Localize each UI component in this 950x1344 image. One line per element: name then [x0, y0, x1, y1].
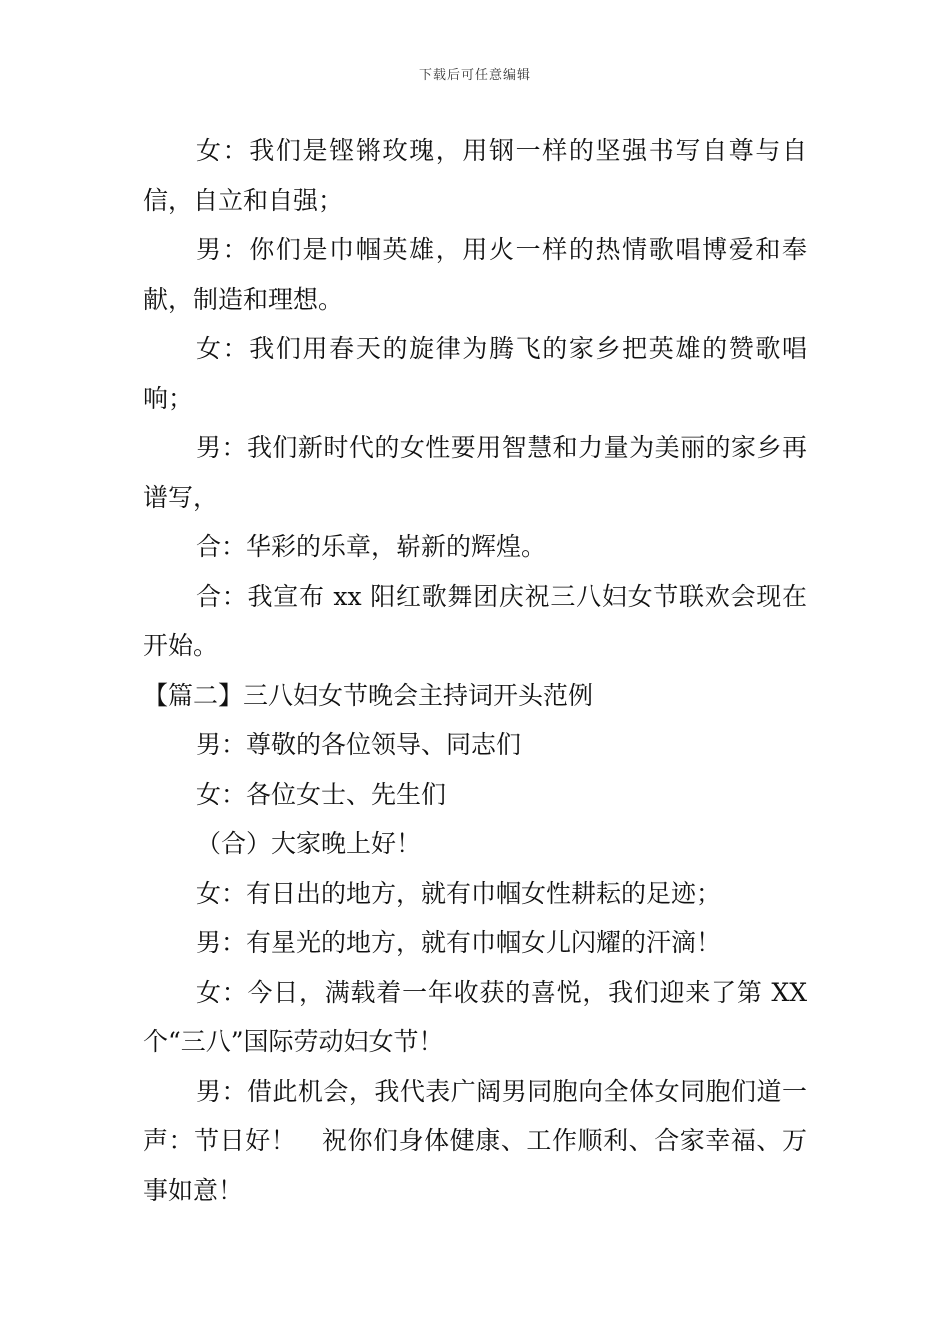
paragraph-1: 女：我们是铿锵玫瑰，用钢一样的坚强书写自尊与自信，自立和自强；	[143, 136, 807, 215]
paragraph-9: 女：各位女士、先生们	[196, 779, 447, 809]
section-heading: 【篇二】三八妇女节晚会主持词开头范例	[143, 680, 594, 710]
paragraph-5: 合：华彩的乐章，崭新的辉煌。	[196, 532, 547, 561]
paragraph-14: 男：借此机会，我代表广阔男同胞向全体女同胞们道一声：节日好！ 祝你们身体健康、工作顺利、合家幸福、万事如意！	[143, 1076, 807, 1205]
document-body	[143, 126, 807, 1215]
paragraph-11: 女：有日出的地方，就有巾帼女性耕耘的足迹；	[196, 878, 722, 908]
paragraph-13: 女：今日，满载着一年收获的喜悦，我们迎来了第 XX 个“三八”国际劳动妇女节！	[143, 977, 807, 1056]
paragraph-2: 男：你们是巾帼英雄，用火一样的热情歌唱博爱和奉献，制造和理想。	[143, 235, 807, 314]
paragraph-6: 合：我宣布 xx 阳红歌舞团庆祝三八妇女节联欢会现在开始。	[143, 581, 807, 660]
paragraph-8: 男：尊敬的各位领导、同志们	[196, 730, 522, 759]
paragraph-12: 男：有星光的地方，就有巾帼女儿闪耀的汗滴！	[196, 928, 722, 957]
paragraph-10: （合）大家晚上好！	[196, 829, 422, 858]
page-header: 下载后可任意编辑	[418, 68, 531, 83]
paragraph-4: 男：我们新时代的女性要用智慧和力量为美丽的家乡再谱写，	[143, 433, 807, 512]
paragraph-3: 女：我们用春天的旋律为腾飞的家乡把英雄的赞歌唱响；	[143, 334, 807, 413]
